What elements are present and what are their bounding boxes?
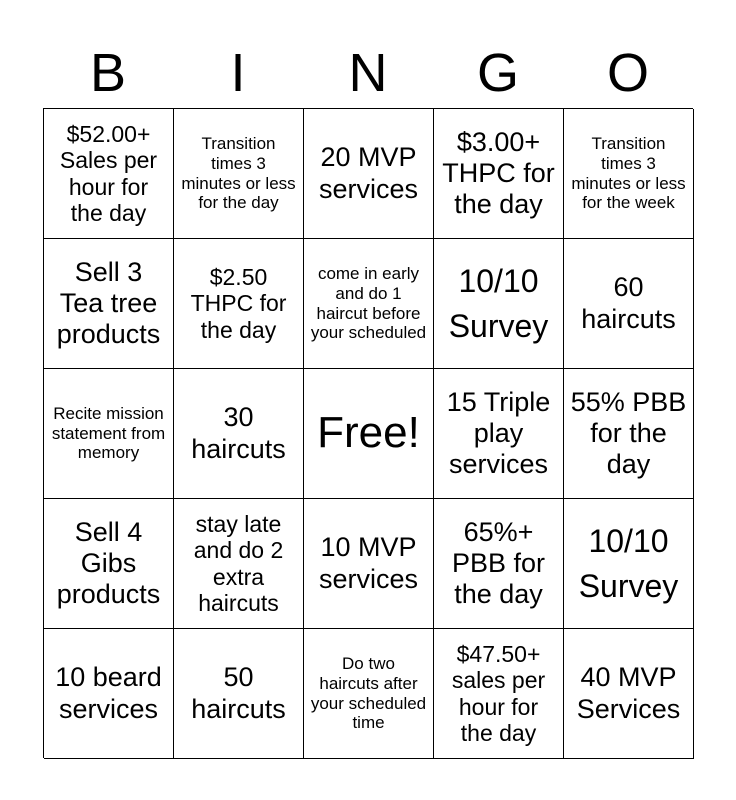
header-letter-o: O [606, 43, 649, 103]
cell-text: 10/10 Survey [578, 522, 679, 604]
bingo-cell-3-4[interactable] [434, 369, 564, 499]
bingo-cell-2-4[interactable] [434, 239, 564, 369]
cell-text: 10/10 Survey [448, 262, 549, 344]
cell-text: Do two haircuts after your scheduled time [310, 654, 427, 733]
header-letter-i: I [230, 43, 246, 103]
bingo-cell-2-5[interactable] [564, 239, 694, 369]
free-space-text: Free! [317, 408, 420, 458]
cell-text: Recite mission statement from memory [51, 404, 166, 463]
header-letter-g: G [476, 43, 519, 103]
bingo-cell-1-5[interactable] [564, 109, 694, 239]
cell-text: stay late and do 2 extra haircuts [193, 510, 284, 616]
bingo-cell-1-4[interactable] [434, 109, 564, 239]
cell-text: 60 haircuts [581, 272, 676, 334]
cell-text: 30 haircuts [191, 402, 286, 464]
bingo-cell-5-1[interactable] [44, 629, 174, 759]
cell-text: $52.00+ Sales per hour for the day [59, 120, 158, 226]
bingo-cell-1-2[interactable] [174, 109, 304, 239]
cell-text: Transition times 3 minutes or less for the day [181, 134, 296, 213]
cell-text: Sell 3 Tea tree products [56, 256, 161, 350]
bingo-header [43, 40, 693, 106]
bingo-cell-1-1[interactable] [44, 109, 174, 239]
bingo-cell-3-2[interactable] [174, 369, 304, 499]
bingo-cell-4-3[interactable] [304, 499, 434, 629]
bingo-cell-1-3[interactable] [304, 109, 434, 239]
header-letter-n: N [348, 43, 388, 103]
cell-text: $3.00+ THPC for the day [442, 126, 555, 220]
bingo-cell-2-3[interactable] [304, 239, 434, 369]
cell-text: 10 MVP services [318, 532, 419, 594]
cell-text: $2.50 THPC for the day [190, 263, 287, 343]
bingo-cell-2-1[interactable] [44, 239, 174, 369]
cell-text: 15 Triple play services [446, 386, 551, 480]
cell-text: 50 haircuts [191, 662, 286, 724]
bingo-cell-2-2[interactable] [174, 239, 304, 369]
cell-text: $47.50+ sales per hour for the day [451, 640, 546, 746]
cell-text: 55% PBB for the day [570, 386, 687, 480]
bingo-cell-3-1[interactable] [44, 369, 174, 499]
bingo-cell-3-5[interactable] [564, 369, 694, 499]
cell-text: come in early and do 1 haircut before your scheduled [310, 264, 427, 343]
bingo-cell-4-4[interactable] [434, 499, 564, 629]
bingo-cell-5-5[interactable] [564, 629, 694, 759]
cell-text: 10 beard services [55, 662, 162, 724]
cell-text: 20 MVP services [318, 142, 419, 204]
cell-text: 65%+ PBB for the day [451, 516, 546, 610]
header-letter-b: B [89, 43, 127, 103]
bingo-cell-5-4[interactable] [434, 629, 564, 759]
cell-text: 40 MVP Services [576, 662, 681, 724]
bingo-cell-4-5[interactable] [564, 499, 694, 629]
bingo-cell-5-3[interactable] [304, 629, 434, 759]
bingo-cell-3-3[interactable] [304, 369, 434, 499]
bingo-cell-4-1[interactable] [44, 499, 174, 629]
bingo-board [43, 108, 693, 758]
bingo-cell-5-2[interactable] [174, 629, 304, 759]
cell-text: Sell 4 Gibs products [56, 516, 161, 610]
cell-text: Transition times 3 minutes or less for the week [571, 134, 686, 213]
bingo-cell-4-2[interactable] [174, 499, 304, 629]
